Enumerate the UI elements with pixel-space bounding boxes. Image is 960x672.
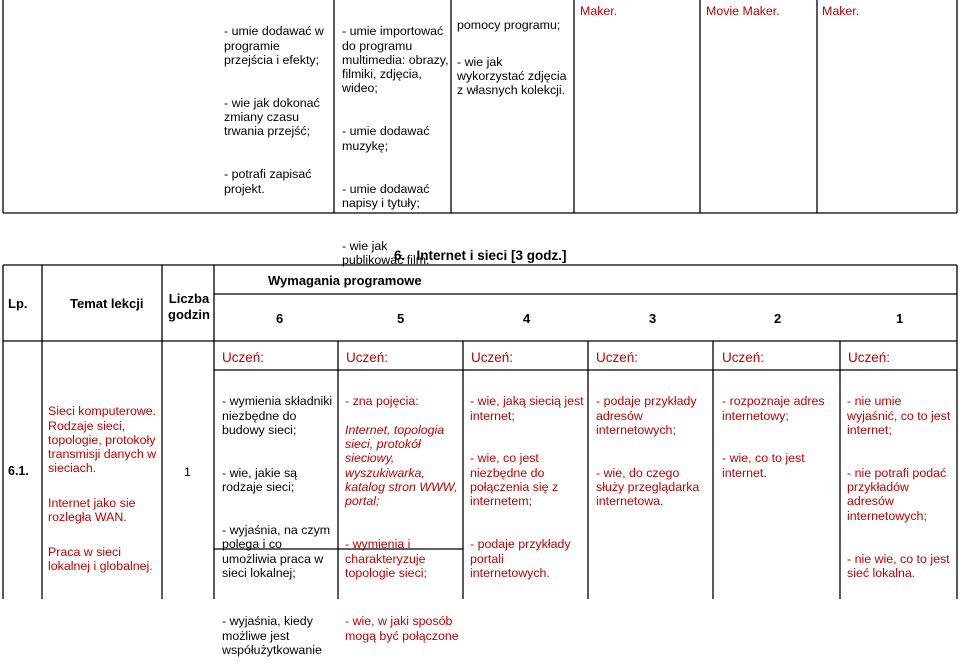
level6-item: - wie, jakie są rodzaje sieci; <box>222 465 298 495</box>
level6-item: - wyjaśnia, na czym polega i co umożliwia praca w sieci lokalnej; <box>222 522 331 580</box>
header-wymagania: Wymagania programowe <box>268 273 422 288</box>
temat-item: Sieci komputerowe. Rodzaje sieci, topologie, protokoły transmisji danych w sieciach. <box>48 404 157 476</box>
level1-item: - nie umie wyjaśnić, co to jest internet; <box>847 394 951 437</box>
header-liczba-godzin: Liczba godzin <box>168 291 210 322</box>
uczen-label-2: Uczeń: <box>722 350 765 365</box>
row-level2 <box>722 380 838 494</box>
level-5: 5 <box>397 311 405 326</box>
top-col2-item: - wie jak publikować film. <box>342 238 430 268</box>
row-level5 <box>345 380 461 657</box>
top-col3-text <box>457 4 573 112</box>
top-col1-item: - wie jak dokonać zmiany czasu trwania przejść; <box>224 95 320 139</box>
uczen-label-5: Uczeń: <box>346 350 389 365</box>
top-col3-line: pomocy programu; <box>457 18 561 33</box>
row-lp: 6.1. <box>8 464 29 478</box>
level-1: 1 <box>896 311 904 326</box>
level5-terms: Internet, topologia sieci, protokół sieciowy, wyszukiwarka, katalog stron WWW, portal; <box>345 422 458 509</box>
row-level4 <box>470 380 586 594</box>
section-title: 6. Internet i sieci [3 godz.] <box>394 248 567 263</box>
temat-item: Internet jako sie rozległa WAN. <box>48 496 136 525</box>
uczen-label-3: Uczeń: <box>596 350 639 365</box>
level4-item: - podaje przykłady portali internetowych. <box>470 537 571 580</box>
top-col1-item: - umie dodawać w programie przejścia i efekty; <box>224 24 324 67</box>
level-3: 3 <box>649 311 657 326</box>
level5-intro: - zna pojęcia: <box>345 394 419 409</box>
row-level6 <box>222 380 336 672</box>
level4-item: - wie, co jest niezbędne do połączenia się z internetem; <box>470 451 559 509</box>
level2-item: - wie, co to jest internet. <box>722 451 805 480</box>
level3-item: - podaje przykłady adresów internetowych; <box>596 394 697 437</box>
level6-item: - wyjaśnia, kiedy możliwe jest współużytkowanie <box>222 614 322 658</box>
level3-item: - wie, do czego służy przeglądarka internetowa. <box>596 465 700 509</box>
top-col1-item: - potrafi zapisać projekt. <box>224 167 312 196</box>
level-2: 2 <box>774 311 782 326</box>
level6-item: - wymienia składniki niezbędne do budowy sieci; <box>222 394 333 437</box>
row-level1 <box>847 380 955 594</box>
top-col3-item: - wie jak wykorzystać zdjęcia z własnych kolekcji. <box>457 54 567 98</box>
top-col2-item: - umie importować do programu multimedia: obrazy, filmiki, zdjęcia, wideo; <box>342 24 449 96</box>
uczen-label-1: Uczeń: <box>848 350 891 365</box>
level-4: 4 <box>523 311 531 326</box>
top-col1-text <box>224 10 332 210</box>
header-lp: Lp. <box>8 296 28 311</box>
top-col4-text: Maker. <box>580 4 618 18</box>
top-col6-text: Maker. <box>822 4 860 18</box>
level2-item: - rozpoznaje adres internetowy; <box>722 394 825 423</box>
header-temat: Temat lekcji <box>70 296 144 311</box>
top-col2-item: - umie dodawać napisy i tytuły; <box>342 181 430 210</box>
uczen-label-6: Uczeń: <box>222 350 265 365</box>
level-6: 6 <box>276 311 284 326</box>
uczen-label-4: Uczeń: <box>471 350 514 365</box>
row-godzin: 1 <box>184 465 191 479</box>
level5-item: - wymienia i charakteryzuje topologie sieci; <box>345 537 427 580</box>
row-temat <box>48 390 160 588</box>
level5-item: - wie, w jaki sposób mogą być połączone <box>345 614 459 643</box>
level1-item: - nie potrafi podać przykładów adresów internetowych; <box>847 465 947 523</box>
top-col5-text: Movie Maker. <box>706 4 780 18</box>
level1-item: - nie wie, co to jest sieć lokalna. <box>847 551 950 580</box>
row-level3 <box>596 380 710 523</box>
level4-item: - wie, jaką siecią jest internet; <box>470 394 584 423</box>
top-col2-text <box>342 10 450 282</box>
temat-item: Praca w sieci lokalnej i globalnej. <box>48 544 153 574</box>
top-col2-item: - umie dodawać muzykę; <box>342 124 430 153</box>
